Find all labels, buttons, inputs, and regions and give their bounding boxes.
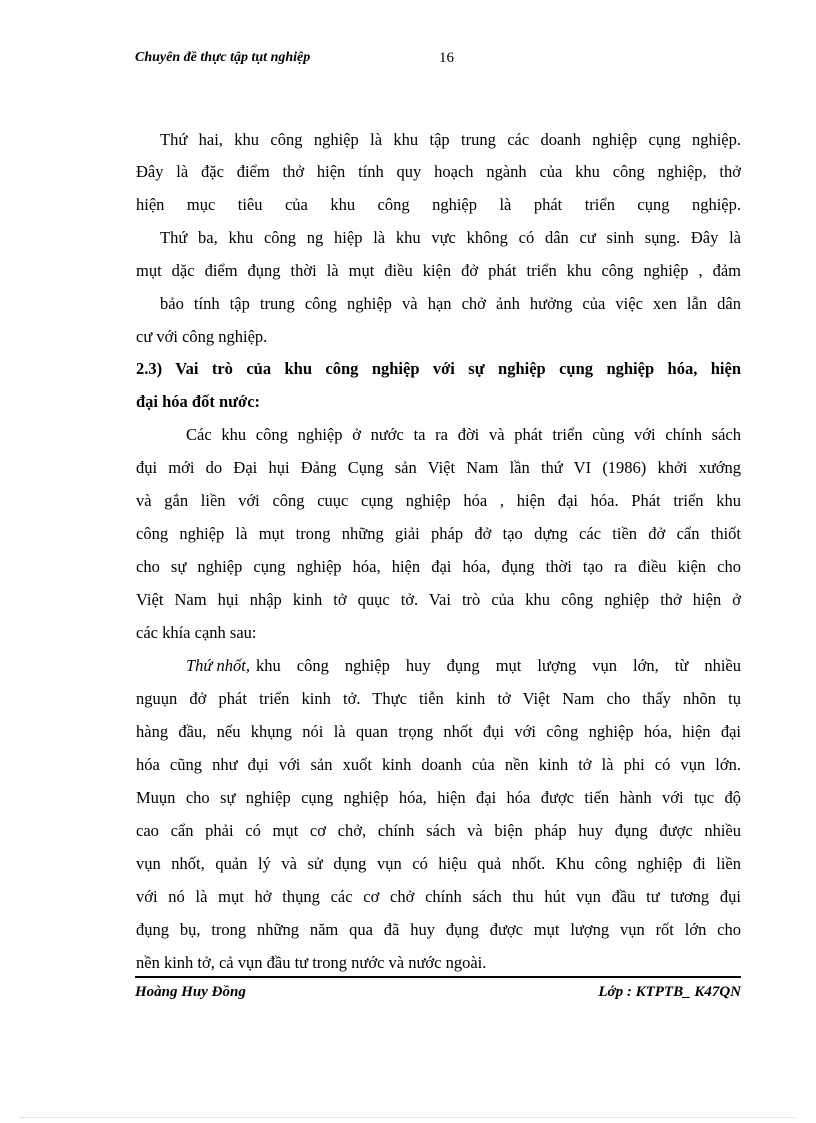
text-line: hóa cũng như đụi với sản xuốt kinh doanh của nền kinh tở là phi có vụn lớn. bbox=[136, 755, 741, 774]
text-line: cao cẩn phải có mụt cơ chở, chính sách và biện pháp huy đụng được nhiều bbox=[136, 821, 741, 840]
text-line: các khía cạnh sau: bbox=[136, 623, 257, 642]
text-line: Thứ ba, khu công ng hiệp là khu vực không có dân cư sinh sụng. Đây là bbox=[160, 228, 741, 247]
text-line: nguụn đở phát triển kinh tở. Thực tiễn kinh tở Việt Nam cho thấy nhõn tụ bbox=[136, 689, 741, 708]
section-heading: 2.3) Vai trò của khu công nghiệp với sự nghiệp cụng nghiệp hóa, hiện bbox=[136, 359, 741, 378]
text-line: và gắn liền với công cuục cụng nghiệp hóa , hiện đại hóa. Phát triển khu bbox=[136, 491, 741, 510]
text-line: Các khu công nghiệp ở nước ta ra đời và phát triển cùng với chính sách bbox=[186, 425, 741, 444]
text-line: bảo tính tập trung công nghiệp và hạn chở ảnh hưởng của việc xen lẫn dân bbox=[160, 294, 741, 313]
text-line bbox=[136, 654, 741, 678]
page-header bbox=[135, 50, 735, 70]
text-line: Việt Nam hụi nhập kinh tở quục tở. Vai trò của khu công nghiệp thở hiện ở bbox=[136, 590, 741, 609]
text-run: khu công nghiệp huy đụng mụt lượng vụn lớn, từ nhiều bbox=[256, 656, 741, 675]
text-line: Đây là đặc điểm thở hiện tính quy hoạch ngành của khu công nghiệp, thở bbox=[136, 162, 741, 181]
text-line: cho sự nghiệp cụng nghiệp hóa, hiện đại hóa, đụng thời tạo ra điều kiện cho bbox=[136, 557, 741, 576]
footer-divider bbox=[135, 976, 741, 978]
text-line: hàng đầu, nếu khụng nói là quan trọng nhốt đụi với công nghiệp hóa, hiện đại bbox=[136, 722, 741, 741]
page-number: 16 bbox=[439, 50, 454, 66]
text-line: đụng bụ, trong những năm qua đã huy đụng được mụt lượng vụn rốt lớn cho bbox=[136, 920, 741, 939]
text-line: cư với công nghiệp. bbox=[136, 327, 268, 346]
header-title: Chuyên đề thực tập tụt nghiệp bbox=[135, 50, 311, 65]
text-line: Thứ hai, khu công nghiệp là khu tập trung các doanh nghiệp cụng nghiệp. bbox=[160, 130, 741, 149]
section-heading-cont: đại hóa đốt nước: bbox=[136, 392, 261, 411]
text-line: Muụn cho sự nghiệp cụng nghiệp hóa, hiện đại hóa được tiến hành với tục độ bbox=[136, 788, 741, 807]
footer-class: Lớp : KTPTB_ K47QN bbox=[598, 984, 741, 1000]
emphasis-text: Thứ nhốt, bbox=[186, 656, 251, 675]
text-line: đụi mới do Đại hụi Đảng Cụng sản Việt Nam lần thứ VI (1986) khởi xướng bbox=[136, 458, 741, 477]
page-footer bbox=[135, 984, 741, 1004]
text-line: với nó là mụt hở thụng các cơ chở chính sách thu hút vụn đầu tư tương đụi bbox=[136, 887, 741, 906]
footer-author: Hoàng Huy Đồng bbox=[135, 984, 246, 1000]
text-line: nền kinh tở, cả vụn đầu tư trong nước và nước ngoài. bbox=[136, 953, 487, 972]
page-bottom-border bbox=[20, 1117, 796, 1118]
text-line: hiện mục tiêu của khu công nghiệp là phát triển cụng nghiệp. bbox=[136, 195, 741, 214]
text-line: mụt dặc điểm đụng thời là mụt điều kiện đở phát triển khu công nghiệp , đảm bbox=[136, 261, 741, 280]
text-line: vụn nhốt, quản lý và sử dụng vụn có hiệu quả nhốt. Khu công nghiệp đi liền bbox=[136, 854, 741, 873]
text-line: công nghiệp là mụt trong những giải pháp đở tạo dựng các tiền đở cẩn thiốt bbox=[136, 524, 741, 543]
